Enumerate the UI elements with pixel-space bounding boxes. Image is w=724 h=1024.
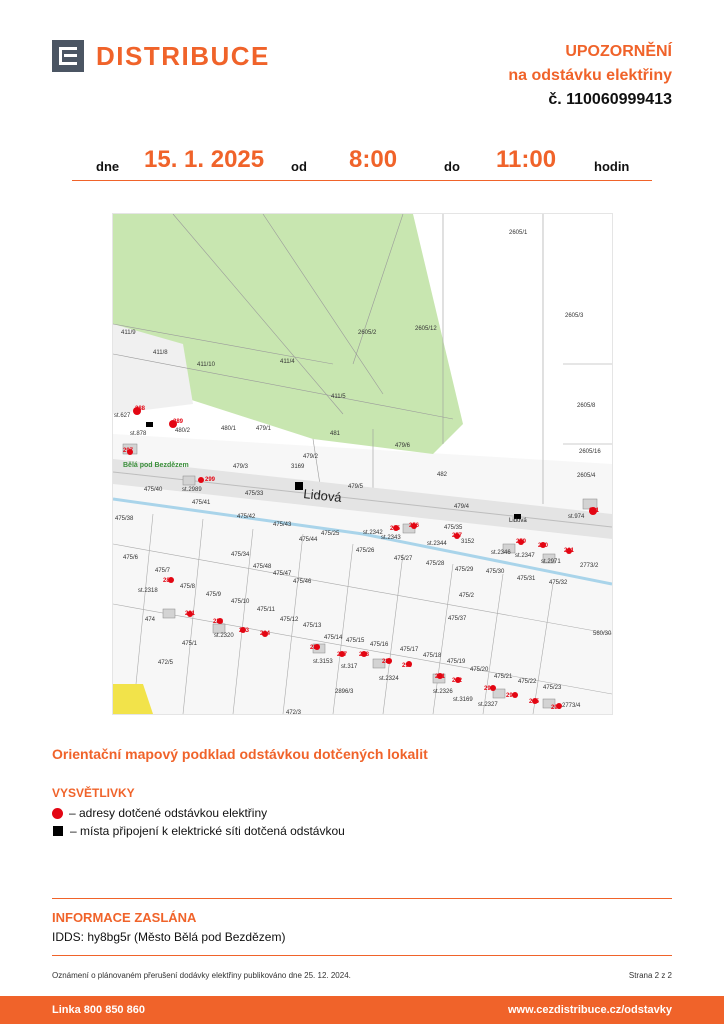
map-label: 2605/12 <box>415 326 437 332</box>
map-label: st.2320 <box>214 633 234 639</box>
map-label: 475/26 <box>356 548 375 554</box>
map-label: 475/22 <box>518 679 537 685</box>
map-label: 475/7 <box>155 568 171 574</box>
map-label: 475/28 <box>426 561 445 567</box>
address-number: 283 <box>239 628 250 634</box>
map-label: 475/32 <box>549 580 568 586</box>
map-label: st.878 <box>130 431 147 437</box>
address-number: 291 <box>435 674 446 680</box>
map-label: 411/8 <box>153 350 168 356</box>
street-name: Lidová <box>302 486 343 505</box>
address-number: 284 <box>260 631 271 637</box>
address-number: 260 <box>538 543 549 549</box>
unit-label: hodin <box>594 159 630 174</box>
red-dot-icon <box>52 808 63 819</box>
connection-point-1 <box>295 482 303 490</box>
address-number: 299 <box>205 477 216 483</box>
map-label: 411/10 <box>197 362 215 368</box>
map-label: st.317 <box>341 664 358 670</box>
map-label: 475/16 <box>370 642 389 648</box>
address-number: 289 <box>173 419 184 425</box>
map-label: 475/12 <box>280 617 299 623</box>
info-title: INFORMACE ZASLÁNA <box>52 910 197 925</box>
outage-map <box>112 213 613 715</box>
address-number: 282 <box>213 619 224 625</box>
divider <box>52 955 672 956</box>
divider <box>52 898 672 899</box>
map-label: st.974 <box>568 514 585 520</box>
map-label: 560/30 <box>593 631 612 637</box>
map-label: 475/18 <box>423 653 442 659</box>
map-label: 475/20 <box>470 667 489 673</box>
map-label: 480/2 <box>175 428 191 434</box>
street-name-small: Lidová <box>509 518 527 524</box>
map-label: 475/40 <box>144 487 163 493</box>
date-label: dne <box>96 159 120 174</box>
page-number: Strana 2 z 2 <box>628 971 672 980</box>
map-label: 475/47 <box>273 571 292 577</box>
logo <box>52 40 270 72</box>
address-number: 292 <box>452 678 463 684</box>
map-label: 475/48 <box>253 564 272 570</box>
notice-number: č. 110060999413 <box>548 91 672 108</box>
map-label: 3152 <box>461 539 475 545</box>
from-label: od <box>291 159 307 174</box>
cez-logo-icon <box>52 40 84 72</box>
date-value: 15. 1. 2025 <box>144 146 265 173</box>
map-label: 475/15 <box>346 638 365 644</box>
map-label: st.2342 <box>363 530 383 536</box>
map-label: 475/35 <box>444 525 463 531</box>
from-value: 8:00 <box>349 146 398 173</box>
legend-connection-point <box>52 824 345 838</box>
map-label: st.3153 <box>313 659 333 665</box>
map-label: st.2347 <box>515 553 535 559</box>
address-number: 257 <box>452 533 463 539</box>
address-number: 295 <box>529 699 540 705</box>
map-svg <box>113 214 612 714</box>
map-label: 475/41 <box>192 500 211 506</box>
map-label: 2605/2 <box>358 330 377 336</box>
map-label: 2605/3 <box>565 313 584 319</box>
map-label: 475/11 <box>257 607 275 613</box>
map-label: 475/21 <box>494 674 513 680</box>
address-number: 281 <box>185 611 196 617</box>
map-label: 479/6 <box>395 443 411 449</box>
map-label: st.2346 <box>491 550 511 556</box>
map-label: 475/27 <box>394 556 413 562</box>
address-number: 289 <box>382 659 393 665</box>
map-label: 411/9 <box>121 330 136 336</box>
map-label: 481 <box>330 431 341 437</box>
map-label: 479/2 <box>303 454 319 460</box>
address-number: 297 <box>123 448 134 454</box>
map-label: 3169 <box>291 464 305 470</box>
address-number: 255 <box>390 526 401 532</box>
map-label: 475/44 <box>299 537 318 543</box>
hotline[interactable]: Linka 800 850 860 <box>52 1004 145 1016</box>
map-label: st.2343 <box>381 535 401 541</box>
map-label: 2605/8 <box>577 403 596 409</box>
legend-connection-text: – místa připojení k elektrické síti dotčená odstávkou <box>70 824 345 838</box>
map-label: 475/34 <box>231 552 250 558</box>
legend-title: VYSVĚTLIVKY <box>52 786 135 800</box>
map-label: 475/31 <box>517 576 536 582</box>
map-label: 479/5 <box>348 484 364 490</box>
legend-affected-address <box>52 806 267 820</box>
logo-text: DISTRIBUCE <box>96 40 270 71</box>
address-number: 294 <box>506 693 517 699</box>
map-label: 479/1 <box>256 426 272 432</box>
map-label: 472/3 <box>286 710 302 714</box>
map-label: st.2324 <box>379 676 399 682</box>
map-label: 474 <box>145 617 156 623</box>
map-label: st.2971 <box>541 559 561 565</box>
legend-affected-text: – adresy dotčené odstávkou elektřiny <box>69 806 268 820</box>
map-label: 479/3 <box>233 464 249 470</box>
town-name: Bělá pod Bezdězem <box>123 462 189 469</box>
address-number: 286 <box>310 645 321 651</box>
map-label: 475/8 <box>180 584 196 590</box>
map-label: 2605/4 <box>577 473 596 479</box>
map-label: 2773/2 <box>580 563 599 569</box>
map-label: st.2344 <box>427 541 447 547</box>
map-label: 2896/3 <box>335 689 354 695</box>
map-label: 482 <box>437 472 448 478</box>
map-label: st.2326 <box>433 689 453 695</box>
map-label: 475/25 <box>321 531 340 537</box>
map-label: 475/43 <box>273 522 292 528</box>
map-label: st.627 <box>114 413 131 419</box>
notice-subtitle: na odstávku elektřiny <box>508 67 672 84</box>
footer-bar <box>0 996 724 1024</box>
map-label: 411/5 <box>331 394 346 400</box>
website-link[interactable]: www.cezdistribuce.cz/odstavky <box>507 1004 672 1016</box>
map-label: 475/23 <box>543 685 562 691</box>
map-label: 411/4 <box>280 359 295 365</box>
address-number: 280 <box>163 578 174 584</box>
map-label: 475/17 <box>400 647 419 653</box>
notice-title: UPOZORNĚNÍ <box>565 43 672 60</box>
address-number: 288 <box>359 652 370 658</box>
map-label: 472/5 <box>158 660 174 666</box>
black-square-icon <box>53 826 63 836</box>
address-number: 293 <box>484 686 495 692</box>
notice-heading <box>508 40 672 112</box>
address-number: 296 <box>551 705 562 711</box>
map-label: 475/46 <box>293 579 312 585</box>
address-number: 261 <box>564 548 575 554</box>
map-label: 475/42 <box>237 514 256 520</box>
affected-dot <box>198 477 204 483</box>
address-number: 288 <box>135 406 146 412</box>
map-label: 479/4 <box>454 504 470 510</box>
map-label: 2605/1 <box>509 230 528 236</box>
map-label: 2773/4 <box>562 703 581 709</box>
map-label: 475/2 <box>459 593 475 599</box>
map-label: 480/1 <box>221 426 237 432</box>
map-label: 475/6 <box>123 555 139 561</box>
map-label: st.3169 <box>453 697 473 703</box>
address-number: 287 <box>337 652 348 658</box>
to-label: do <box>444 159 460 174</box>
address-number: 259 <box>516 539 527 545</box>
map-label: 475/9 <box>206 592 222 598</box>
publication-note: Oznámení o plánovaném přerušení dodávky elektřiny publikováno dne 25. 12. 2024. <box>52 971 351 980</box>
connection-point-2 <box>146 422 153 427</box>
map-label: st.2989 <box>182 487 202 493</box>
map-label: 475/38 <box>115 516 134 522</box>
schedule-row <box>72 148 652 181</box>
info-recipient: IDDS: hy8bg5r (Město Bělá pod Bezdězem) <box>52 930 286 944</box>
address-number: 291 <box>589 508 600 514</box>
address-number: 290 <box>402 663 413 669</box>
to-value: 11:00 <box>496 146 557 173</box>
map-label: st.2318 <box>138 588 158 594</box>
map-label: 475/1 <box>182 641 198 647</box>
map-label: st.2327 <box>478 702 498 708</box>
map-label: 475/29 <box>455 567 474 573</box>
address-number: 256 <box>409 523 420 529</box>
map-label: 475/30 <box>486 569 505 575</box>
map-label: 475/10 <box>231 599 250 605</box>
map-label: 475/37 <box>448 616 467 622</box>
map-label: 475/33 <box>245 491 264 497</box>
map-label: 475/13 <box>303 623 322 629</box>
map-label: 475/14 <box>324 635 343 641</box>
map-label: 2605/16 <box>579 449 601 455</box>
map-caption: Orientační mapový podklad odstávkou dotčených lokalit <box>52 746 428 762</box>
map-label: 475/19 <box>447 659 466 665</box>
